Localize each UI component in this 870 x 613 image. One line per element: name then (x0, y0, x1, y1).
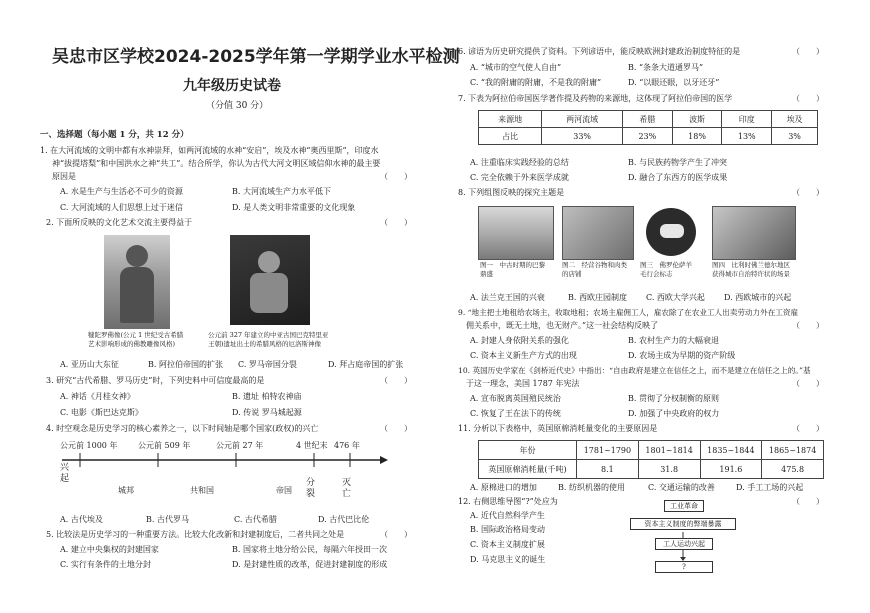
q8-caption2-line1: 图二 经营谷物和肉类 (562, 261, 627, 269)
q6-stem: 6. 谚语为历史研究提供了资料。下列谚语中，能反映欧洲封建政治制度特征的是 (458, 47, 741, 56)
gandhara-buddha-photo (104, 235, 170, 329)
q2-option-c[interactable]: C. 罗马帝国分裂 (238, 360, 297, 369)
q8-option-a[interactable]: A. 法兰克王国的兴衰 (470, 293, 545, 302)
timeline-label-empire: 帝国 (276, 486, 292, 495)
q2-caption2-line1: 公元前 327 年建立的中亚古国巴克特里亚 (208, 331, 329, 339)
q11-stem: 11. 分析以下表格中，英国原棉消耗量变化的主要原因是 (458, 424, 658, 433)
q12-option-d[interactable]: D. 马克思主义的诞生 (470, 555, 546, 564)
q12-option-a[interactable]: A. 近代自然科学产生 (470, 511, 545, 520)
q2-caption2-line2: 王朝)遗址出土的希腊风格的厄洛斯神像 (208, 340, 322, 348)
q2-option-d[interactable]: D. 拜占庭帝国的扩张 (328, 360, 404, 369)
q1-option-c[interactable]: C. 大河流域的人们思想上过于迷信 (60, 203, 183, 212)
q7-stem: 7. 下表为阿拉伯帝国医学著作提及药物的来源地，这体现了阿拉伯帝国的医学 (458, 94, 733, 103)
q2-caption1-line1: 犍陀罗佛像(公元 1 世纪受古希腊 (88, 331, 184, 339)
timeline-date-3: 公元前 27 年 (216, 441, 264, 450)
q9-option-b[interactable]: B. 农村生产力的大幅衰退 (628, 336, 719, 345)
q3-option-d[interactable]: D. 传说 罗马城起源 (232, 408, 302, 417)
q5-answer-paren[interactable]: （ ） (380, 530, 412, 539)
q7-option-d[interactable]: D. 融合了东西方的医学成果 (628, 173, 728, 182)
q1-answer-paren[interactable]: （ ） (380, 172, 412, 181)
q9-option-d[interactable]: D. 农场主成为早期的资产阶级 (628, 351, 736, 360)
q11-option-c[interactable]: C. 交通运输的改善 (648, 483, 715, 492)
timeline-label-split: 分裂 (306, 478, 316, 499)
table-cell: 1835~1844 (700, 441, 762, 460)
q1-stem-line1: 1. 在大河流域的文明中都有水神崇拜，如两河流域的水神“安启”，埃及水神“奥西里斯”，印度水 (40, 146, 379, 155)
q9-option-c[interactable]: C. 资本主义新生产方式的出现 (470, 351, 577, 360)
timeline-date-2: 公元前 509 年 (138, 441, 191, 450)
q6-option-c[interactable]: C. “我的附庸的附庸，不是我的附庸” (470, 78, 602, 87)
table-cell: 占比 (479, 128, 542, 145)
q4-option-b[interactable]: B. 古代罗马 (146, 515, 189, 524)
timeline-label-fall: 灭亡 (342, 478, 352, 499)
table-cell: 英国原棉消耗量(千吨) (479, 460, 577, 479)
q3-option-a[interactable]: A. 神话《月桂女神》 (60, 392, 135, 401)
mind-map-node-labor-movement: 工人运动兴起 (655, 538, 713, 550)
timeline-axis (60, 450, 390, 470)
q12-answer-paren[interactable]: （ ） (792, 497, 824, 506)
timeline-date-5: 476 年 (334, 441, 360, 450)
table-cell: 8.1 (577, 460, 639, 479)
q8-caption4-line2: 获得城市自治特许状的场景 (712, 270, 790, 278)
q4-option-a[interactable]: A. 古代埃及 (60, 515, 103, 524)
table-cell: 希腊 (623, 111, 673, 128)
table-cell: 18% (672, 128, 722, 145)
table-cell: 191.6 (700, 460, 762, 479)
q7-option-c[interactable]: C. 完全依赖于外来医学成就 (470, 173, 569, 182)
q1-option-b[interactable]: B. 大河流域生产力水平低下 (232, 187, 331, 196)
q11-option-d[interactable]: D. 手工工场的兴起 (736, 483, 804, 492)
q12-option-c[interactable]: C. 资本主义制度扩展 (470, 540, 545, 549)
q6-option-d[interactable]: D. “以眼还眼，以牙还牙” (628, 78, 720, 87)
table-cell: 来源地 (479, 111, 542, 128)
q4-answer-paren[interactable]: （ ） (380, 424, 412, 433)
table-cell: 波斯 (672, 111, 722, 128)
q10-option-d[interactable]: D. 加强了中央政府的权力 (628, 409, 720, 418)
q12-stem: 12. 右侧思维导图“?”处应为 (458, 497, 558, 506)
q2-stem: 2. 下面所反映的文化艺术交流主要得益于 (46, 218, 193, 227)
timeline-date-4: 4 世纪末 (296, 441, 328, 450)
q6-option-b[interactable]: B. “条条大道通罗马” (628, 63, 704, 72)
table-row (479, 128, 818, 145)
q5-stem: 5. 比较法是历史学习的一种重要方法。比较大化改新和封建制度后，二者共同之处是 (46, 530, 345, 539)
q6-answer-paren[interactable]: （ ） (792, 47, 824, 56)
q3-answer-paren[interactable]: （ ） (380, 376, 412, 385)
q7-answer-paren[interactable]: （ ） (792, 94, 824, 103)
q4-option-d[interactable]: D. 古代巴比伦 (318, 515, 370, 524)
q7-option-b[interactable]: B. 与民族药物学产生了冲突 (628, 158, 727, 167)
exam-score: （分值 30 分） (206, 101, 269, 111)
q2-option-b[interactable]: B. 阿拉伯帝国的扩张 (148, 360, 223, 369)
q2-caption1-line2: 艺术影响形成的佛教雕像风格) (88, 340, 176, 348)
mind-map-node-question: ? (655, 561, 713, 573)
q12-option-b[interactable]: B. 国际政治格局变动 (470, 525, 545, 534)
q8-caption4-line1: 图四 比利时佛兰德尔地区 (712, 261, 790, 269)
q4-option-c[interactable]: C. 古代希腊 (234, 515, 277, 524)
exam-title: 吴忠市区学校2024-2025学年第一学期学业水平检测 (52, 47, 460, 67)
table-cell: 31.8 (638, 460, 700, 479)
q9-answer-paren[interactable]: （ ） (792, 321, 824, 330)
mind-map-node-industrial-revolution: 工业革命 (664, 500, 704, 512)
q5-option-c[interactable]: C. 实行有条件的土地分封 (60, 560, 151, 569)
q1-option-d[interactable]: D. 是人类文明非常重要的文化现象 (232, 203, 356, 212)
q5-option-b[interactable]: B. 国家将土地分给公民，每隔六年授田一次 (232, 545, 387, 554)
table-header-row (479, 441, 824, 460)
q11-option-b[interactable]: B. 纺织机器的使用 (558, 483, 625, 492)
table-header-row (479, 111, 818, 128)
timeline-date-1: 公元前 1000 年 (60, 441, 118, 450)
q8-answer-paren[interactable]: （ ） (792, 188, 824, 197)
timeline-label-rise: 兴起 (60, 463, 70, 484)
q8-caption3-line1: 图三 佛罗伦萨羊 (640, 261, 692, 269)
q10-stem-line2: 于这一理念，美国 1787 年宪法 (466, 379, 580, 388)
q5-option-a[interactable]: A. 建立中央集权的封建国家 (60, 545, 159, 554)
wool-guild-emblem (640, 206, 704, 258)
table-cell: 年份 (479, 441, 577, 460)
q9-stem-line1: 9. “地主把土地租给农场主，收取地租；农场主雇佣工人，雇农除了在农业工人出卖劳动力外在工资雇 (458, 308, 799, 317)
q1-stem-line2: 神“拔提塔梨”和中国洪水之神“共工”。结合所学，你认为古代大河文明区域信仰水神的最主要 (52, 159, 381, 168)
table-cell: 印度 (722, 111, 772, 128)
table-cell: 23% (623, 128, 673, 145)
q6-option-a[interactable]: A. “城市的空气使人自由” (470, 63, 562, 72)
mind-map-node-capitalism-flaws: 资本主义制度的弊端暴露 (630, 518, 736, 530)
q10-option-a[interactable]: A. 宣布脱离英国殖民统治 (470, 394, 561, 403)
q8-option-b[interactable]: B. 西欧庄园制度 (568, 293, 627, 302)
table-cell: 1801~1814 (638, 441, 700, 460)
q11-option-a[interactable]: A. 原棉进口的增加 (470, 483, 537, 492)
q2-answer-paren[interactable]: （ ） (380, 218, 412, 227)
q7-option-a[interactable]: A. 注重临床实践经验的总结 (470, 158, 569, 167)
grain-shop-image (562, 206, 634, 260)
table-cell: 埃及 (772, 111, 818, 128)
q8-stem: 8. 下列组图反映的探究主题是 (458, 188, 565, 197)
q8-option-c[interactable]: C. 西欧大学兴起 (646, 293, 705, 302)
q2-option-a[interactable]: A. 亚历山大东征 (60, 360, 119, 369)
q7-source-table (478, 110, 818, 145)
q10-option-c[interactable]: C. 恢复了王在法下的传统 (470, 409, 561, 418)
q3-option-c[interactable]: C. 电影《斯巴达克斯》 (60, 408, 143, 417)
q1-option-a[interactable]: A. 水是生产与生活必不可少的资源 (60, 187, 183, 196)
table-cell: 1865~1874 (762, 441, 824, 460)
q9-option-a[interactable]: A. 封建人身依附关系的强化 (470, 336, 569, 345)
q9-stem-line2: 佣关系中，既无土地，也无财产。”这一社会结构反映了 (466, 321, 659, 330)
table-cell: 475.8 (762, 460, 824, 479)
table-row (479, 460, 824, 479)
eros-statue-photo (230, 235, 310, 325)
q11-answer-paren[interactable]: （ ） (792, 424, 824, 433)
flanders-charter-image (712, 206, 796, 260)
q1-stem-line3: 原因是 (52, 172, 76, 181)
q5-option-d[interactable]: D. 是封建性质的改革，促进封建制度的形成 (232, 560, 388, 569)
section-heading: 一、选择题（每小题 1 分，共 12 分） (40, 130, 189, 140)
table-cell: 13% (722, 128, 772, 145)
table-cell: 3% (772, 128, 818, 145)
exam-subtitle: 九年级历史试卷 (183, 78, 281, 94)
q10-option-b[interactable]: B. 贯彻了分权制衡的原则 (628, 394, 719, 403)
table-cell: 两河流域 (542, 111, 623, 128)
medieval-paris-image (478, 206, 554, 260)
q3-stem: 3. 研究“古代希腊、罗马历史”时，下列史料中可信度最高的是 (46, 376, 265, 385)
q8-caption2-line2: 的店铺 (562, 270, 582, 278)
q10-answer-paren[interactable]: （ ） (792, 379, 824, 388)
q10-stem-line1: 10. 英国历史学家在《剑桥近代史》中指出：“自由政府是建立在信任之上，而不是建立在信任之上的。”基 (458, 366, 811, 375)
q3-option-b[interactable]: B. 遗址 柏特农神庙 (232, 392, 302, 401)
timeline-label-citystate: 城邦 (118, 486, 134, 495)
table-cell: 33% (542, 128, 623, 145)
q8-caption1-line2: 鼎盛 (480, 270, 493, 278)
q8-caption1-line1: 图一 中古时期的巴黎 (480, 261, 545, 269)
q11-cotton-table (478, 440, 824, 479)
q4-stem: 4. 时空观念是历史学习的核心素养之一，以下时间轴是哪个国家(政权)的兴亡 (46, 424, 319, 433)
q8-option-d[interactable]: D. 西欧城市的兴起 (724, 293, 792, 302)
timeline-label-republic: 共和国 (190, 486, 214, 495)
table-cell: 1781~1790 (577, 441, 639, 460)
q8-caption3-line2: 毛行会标志 (640, 270, 673, 278)
